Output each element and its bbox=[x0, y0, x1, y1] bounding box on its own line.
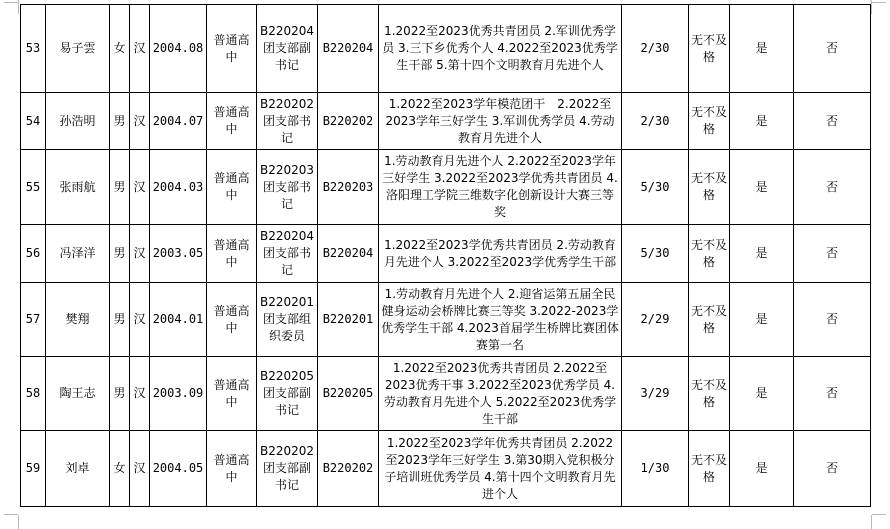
student-name: 冯泽洋 bbox=[46, 225, 110, 283]
ethnicity: 汉 bbox=[130, 357, 150, 431]
gender: 男 bbox=[110, 283, 130, 357]
note-flag: 否 bbox=[794, 93, 871, 150]
ethnicity: 汉 bbox=[130, 93, 150, 150]
student-name: 陶王志 bbox=[46, 357, 110, 431]
crop-mark-bottom-left bbox=[18, 515, 19, 529]
pass-flag: 是 bbox=[730, 357, 794, 431]
birth-date: 2004.07 bbox=[150, 93, 207, 150]
table-row bbox=[21, 225, 871, 283]
post: B220202团支部副书记 bbox=[257, 431, 318, 507]
honors: 1.2022至2023学年模范团干 2.2022至2023学年三好学生 3.军训优秀学员 4.劳动教育月先进个人 bbox=[379, 93, 622, 150]
class-code: B220204 bbox=[318, 5, 379, 93]
ethnicity: 汉 bbox=[130, 5, 150, 93]
birth-date: 2004.08 bbox=[150, 5, 207, 93]
fail-status: 无不及格 bbox=[689, 283, 730, 357]
fail-status: 无不及格 bbox=[689, 357, 730, 431]
class-code: B220205 bbox=[318, 357, 379, 431]
note-flag: 否 bbox=[794, 283, 871, 357]
rank: 2/30 bbox=[622, 93, 689, 150]
honors: 1.劳动教育月先进个人 2.迎省运第五届全民健身运动会桥牌比赛三等奖 3.2022-2023学优秀学生干部 4.2023首届学生桥牌比赛团体赛第一名 bbox=[379, 283, 622, 357]
pass-flag: 是 bbox=[730, 93, 794, 150]
table-body bbox=[21, 5, 871, 507]
fail-status: 无不及格 bbox=[689, 150, 730, 225]
row-number: 56 bbox=[21, 225, 46, 283]
fail-status: 无不及格 bbox=[689, 431, 730, 507]
rank: 3/29 bbox=[622, 357, 689, 431]
class-code: B220204 bbox=[318, 225, 379, 283]
ethnicity: 汉 bbox=[130, 150, 150, 225]
post: B220202团支部书记 bbox=[257, 93, 318, 150]
education: 普通高中 bbox=[207, 357, 257, 431]
student-table bbox=[20, 4, 871, 507]
student-name: 刘卓 bbox=[46, 431, 110, 507]
pass-flag: 是 bbox=[730, 283, 794, 357]
education: 普通高中 bbox=[207, 283, 257, 357]
pass-flag: 是 bbox=[730, 5, 794, 93]
student-name: 樊翔 bbox=[46, 283, 110, 357]
ethnicity: 汉 bbox=[130, 431, 150, 507]
table-row bbox=[21, 283, 871, 357]
post: B220204团支部书记 bbox=[257, 225, 318, 283]
row-number: 57 bbox=[21, 283, 46, 357]
note-flag: 否 bbox=[794, 5, 871, 93]
birth-date: 2003.05 bbox=[150, 225, 207, 283]
fail-status: 无不及格 bbox=[689, 5, 730, 93]
pass-flag: 是 bbox=[730, 150, 794, 225]
student-name: 张雨航 bbox=[46, 150, 110, 225]
birth-date: 2004.03 bbox=[150, 150, 207, 225]
student-name: 孙浩明 bbox=[46, 93, 110, 150]
education: 普通高中 bbox=[207, 150, 257, 225]
table-row bbox=[21, 93, 871, 150]
honors: 1.2022至2023优秀共青团员 2.2022至2023优秀干事 3.2022至2023优秀学员 4.劳动教育月先进个人 5.2022至2023优秀学生干部 bbox=[379, 357, 622, 431]
gender: 男 bbox=[110, 93, 130, 150]
crop-mark-top-left-h bbox=[4, 2, 18, 3]
birth-date: 2004.01 bbox=[150, 283, 207, 357]
rank: 5/30 bbox=[622, 225, 689, 283]
gender: 女 bbox=[110, 5, 130, 93]
table-row bbox=[21, 5, 871, 93]
crop-mark-bottom-right bbox=[871, 515, 872, 529]
education: 普通高中 bbox=[207, 5, 257, 93]
gender: 男 bbox=[110, 150, 130, 225]
education: 普通高中 bbox=[207, 431, 257, 507]
class-code: B220202 bbox=[318, 93, 379, 150]
birth-date: 2003.09 bbox=[150, 357, 207, 431]
rank: 2/30 bbox=[622, 5, 689, 93]
gender: 男 bbox=[110, 225, 130, 283]
honors: 1.劳动教育月先进个人 2.2022至2023学年三好学生 3.2022至2023学优秀共青团员 4.洛阳理工学院三维数字化创新设计大赛三等奖 bbox=[379, 150, 622, 225]
class-code: B220203 bbox=[318, 150, 379, 225]
post: B220203团支部书记 bbox=[257, 150, 318, 225]
gender: 女 bbox=[110, 431, 130, 507]
gender: 男 bbox=[110, 357, 130, 431]
class-code: B220202 bbox=[318, 431, 379, 507]
table-row bbox=[21, 431, 871, 507]
row-number: 59 bbox=[21, 431, 46, 507]
row-number: 58 bbox=[21, 357, 46, 431]
pass-flag: 是 bbox=[730, 431, 794, 507]
crop-mark-bottom-right-h bbox=[872, 514, 886, 515]
rank: 1/30 bbox=[622, 431, 689, 507]
crop-mark-top-left bbox=[18, 0, 19, 14]
class-code: B220201 bbox=[318, 283, 379, 357]
row-number: 55 bbox=[21, 150, 46, 225]
post: B220201团支部组织委员 bbox=[257, 283, 318, 357]
education: 普通高中 bbox=[207, 93, 257, 150]
honors: 1.2022至2023优秀共青团员 2.军训优秀学员 3.三下乡优秀个人 4.2022至2023优秀学生干部 5.第十四个文明教育月先进个人 bbox=[379, 5, 622, 93]
birth-date: 2004.05 bbox=[150, 431, 207, 507]
honors: 1.2022至2023学年优秀共青团员 2.2022至2023学年三好学生 3.第30期入党积极分子培训班优秀学员 4.第十四个文明教育月先进个人 bbox=[379, 431, 622, 507]
ethnicity: 汉 bbox=[130, 225, 150, 283]
fail-status: 无不及格 bbox=[689, 225, 730, 283]
post: B220205团支部副书记 bbox=[257, 357, 318, 431]
note-flag: 否 bbox=[794, 431, 871, 507]
education: 普通高中 bbox=[207, 225, 257, 283]
table-row bbox=[21, 150, 871, 225]
student-name: 易子雲 bbox=[46, 5, 110, 93]
table-row bbox=[21, 357, 871, 431]
note-flag: 否 bbox=[794, 357, 871, 431]
row-number: 53 bbox=[21, 5, 46, 93]
honors: 1.2022至2023学优秀共青团员 2.劳动教育月先进个人 3.2022至2023学优秀学生干部 bbox=[379, 225, 622, 283]
crop-mark-bottom-left-h bbox=[4, 514, 18, 515]
fail-status: 无不及格 bbox=[689, 93, 730, 150]
rank: 2/29 bbox=[622, 283, 689, 357]
note-flag: 否 bbox=[794, 150, 871, 225]
pass-flag: 是 bbox=[730, 225, 794, 283]
rank: 5/30 bbox=[622, 150, 689, 225]
ethnicity: 汉 bbox=[130, 283, 150, 357]
row-number: 54 bbox=[21, 93, 46, 150]
note-flag: 否 bbox=[794, 225, 871, 283]
crop-mark-top-right-h bbox=[872, 2, 886, 3]
post: B220204团支部副书记 bbox=[257, 5, 318, 93]
